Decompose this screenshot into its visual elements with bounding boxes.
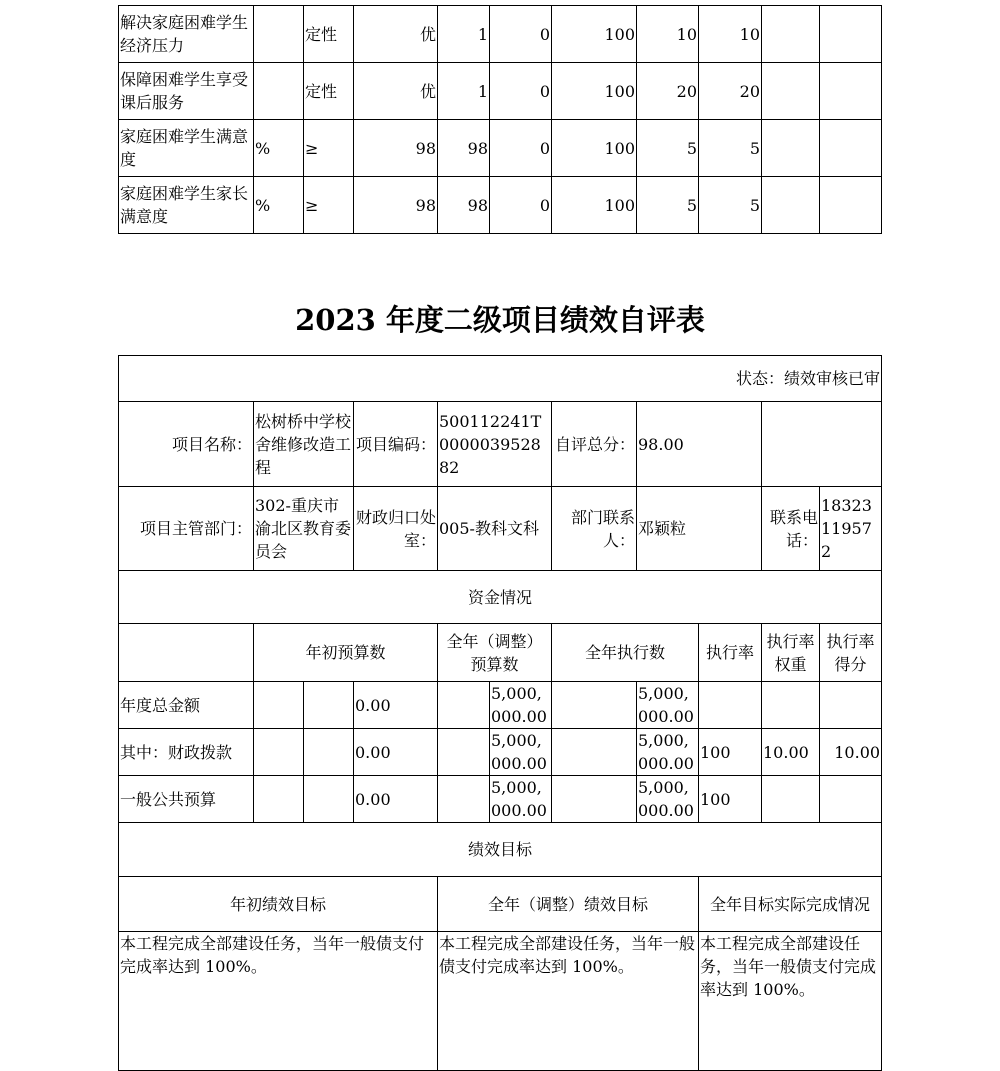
- indicator-symbol: ≥: [304, 177, 354, 234]
- indicator-score: 20: [699, 63, 762, 120]
- goals-initial-text: 本工程完成全部建设任务，当年一般债支付完成率达到 100%。: [119, 932, 438, 1071]
- indicator-unit: %: [254, 120, 304, 177]
- funds-row-initial: 0.00: [354, 682, 438, 729]
- project-code-label: 项目编码：: [354, 402, 438, 487]
- page-title: 2023 年度二级项目绩效自评表: [295, 303, 705, 337]
- finance-office-value: 005-教科文科: [438, 487, 552, 571]
- indicator-unit: [254, 6, 304, 63]
- funds-row-rate: 100: [699, 776, 762, 823]
- indicator-unit: [254, 63, 304, 120]
- indicator-empty: [820, 6, 882, 63]
- indicator-score: 5: [699, 120, 762, 177]
- indicator-row: [119, 63, 882, 120]
- funds-row-adjusted: 5,000,000.00: [490, 729, 552, 776]
- funds-header-score: 执行率得分: [820, 624, 882, 682]
- indicator-symbol: 定性: [304, 63, 354, 120]
- indicator-table: [118, 5, 882, 234]
- indicator-col7: 100: [552, 6, 637, 63]
- indicator-name: 家庭困难学生家长满意度: [119, 177, 254, 234]
- indicator-col6: 0: [490, 63, 552, 120]
- indicator-target: 优: [354, 6, 438, 63]
- funds-row-executed: 5,000,000.00: [637, 729, 699, 776]
- indicator-name: 解决家庭困难学生经济压力: [119, 6, 254, 63]
- indicator-score: 5: [699, 177, 762, 234]
- goals-header-initial: 年初绩效目标: [119, 877, 438, 932]
- funds-row-label: 年度总金额: [119, 682, 254, 729]
- funds-row-score: [820, 776, 882, 823]
- indicator-col6: 0: [490, 120, 552, 177]
- indicator-target: 优: [354, 63, 438, 120]
- indicator-score: 10: [699, 6, 762, 63]
- dept-label: 项目主管部门：: [119, 487, 254, 571]
- indicator-actual: 1: [438, 6, 490, 63]
- indicator-weight: 5: [637, 120, 699, 177]
- indicator-target: 98: [354, 177, 438, 234]
- indicator-empty: [820, 120, 882, 177]
- indicator-row: [119, 120, 882, 177]
- funds-header-rate: 执行率: [699, 624, 762, 682]
- funds-row-rate: 100: [699, 729, 762, 776]
- indicator-empty: [762, 177, 820, 234]
- indicator-unit: %: [254, 177, 304, 234]
- indicator-row: [119, 177, 882, 234]
- contact-value: 邓颖粒: [637, 487, 762, 571]
- indicator-symbol: ≥: [304, 120, 354, 177]
- funds-row-rate: [699, 682, 762, 729]
- funds-row-adjusted: 5,000,000.00: [490, 776, 552, 823]
- phone-value: 18323119572: [820, 487, 882, 571]
- funds-row-weight: [762, 682, 820, 729]
- goals-actual-text: 本工程完成全部建设任务，当年一般债支付完成率达到 100%。: [699, 932, 882, 1071]
- funds-row-weight: [762, 776, 820, 823]
- indicator-symbol: 定性: [304, 6, 354, 63]
- funds-header-executed: 全年执行数: [552, 624, 699, 682]
- indicator-empty: [762, 63, 820, 120]
- funds-row-executed: 5,000,000.00: [637, 682, 699, 729]
- goals-header-actual: 全年目标实际完成情况: [699, 877, 882, 932]
- funds-row-adjusted: 5,000,000.00: [490, 682, 552, 729]
- self-score-value: 98.00: [637, 402, 762, 487]
- funds-row-score: 10.00: [820, 729, 882, 776]
- funds-section-title: 资金情况: [119, 571, 882, 624]
- evaluation-form: [118, 355, 882, 1071]
- funds-row-initial: 0.00: [354, 729, 438, 776]
- funds-row-executed: 5,000,000.00: [637, 776, 699, 823]
- dept-value: 302-重庆市渝北区教育委员会: [254, 487, 354, 571]
- funds-header-initial: 年初预算数: [254, 624, 438, 682]
- goals-header-adjusted: 全年（调整）绩效目标: [438, 877, 699, 932]
- funds-row-label: 其中：财政拨款: [119, 729, 254, 776]
- indicator-row: [119, 6, 882, 63]
- finance-office-label: 财政归口处室：: [354, 487, 438, 571]
- indicator-weight: 20: [637, 63, 699, 120]
- self-score-label: 自评总分：: [552, 402, 637, 487]
- indicator-col6: 0: [490, 177, 552, 234]
- indicator-col7: 100: [552, 177, 637, 234]
- contact-label: 部门联系人：: [552, 487, 637, 571]
- indicator-actual: 98: [438, 177, 490, 234]
- indicator-empty: [820, 63, 882, 120]
- indicator-actual: 98: [438, 120, 490, 177]
- indicator-col6: 0: [490, 6, 552, 63]
- indicator-empty: [762, 6, 820, 63]
- funds-header-weight: 执行率权重: [762, 624, 820, 682]
- indicator-col7: 100: [552, 120, 637, 177]
- funds-row-initial: 0.00: [354, 776, 438, 823]
- indicator-weight: 10: [637, 6, 699, 63]
- funds-row-score: [820, 682, 882, 729]
- funds-row: [119, 729, 882, 776]
- funds-row-label: 一般公共预算: [119, 776, 254, 823]
- funds-row: [119, 682, 882, 729]
- funds-row: [119, 776, 882, 823]
- indicator-actual: 1: [438, 63, 490, 120]
- indicator-empty: [820, 177, 882, 234]
- goals-adjusted-text: 本工程完成全部建设任务，当年一般债支付完成率达到 100%。: [438, 932, 699, 1071]
- indicator-col7: 100: [552, 63, 637, 120]
- project-name-value: 松树桥中学校舍维修改造工程: [254, 402, 354, 487]
- status-text: 状态：绩效审核已审: [119, 356, 882, 402]
- goals-section-title: 绩效目标: [119, 823, 882, 877]
- indicator-target: 98: [354, 120, 438, 177]
- indicator-name: 家庭困难学生满意度: [119, 120, 254, 177]
- project-name-label: 项目名称：: [119, 402, 254, 487]
- indicator-weight: 5: [637, 177, 699, 234]
- indicator-empty: [762, 120, 820, 177]
- phone-label: 联系电话：: [762, 487, 820, 571]
- project-code-value: 500112241T000003952882: [438, 402, 552, 487]
- funds-header-adjusted: 全年（调整）预算数: [438, 624, 552, 682]
- funds-row-weight: 10.00: [762, 729, 820, 776]
- indicator-name: 保障困难学生享受课后服务: [119, 63, 254, 120]
